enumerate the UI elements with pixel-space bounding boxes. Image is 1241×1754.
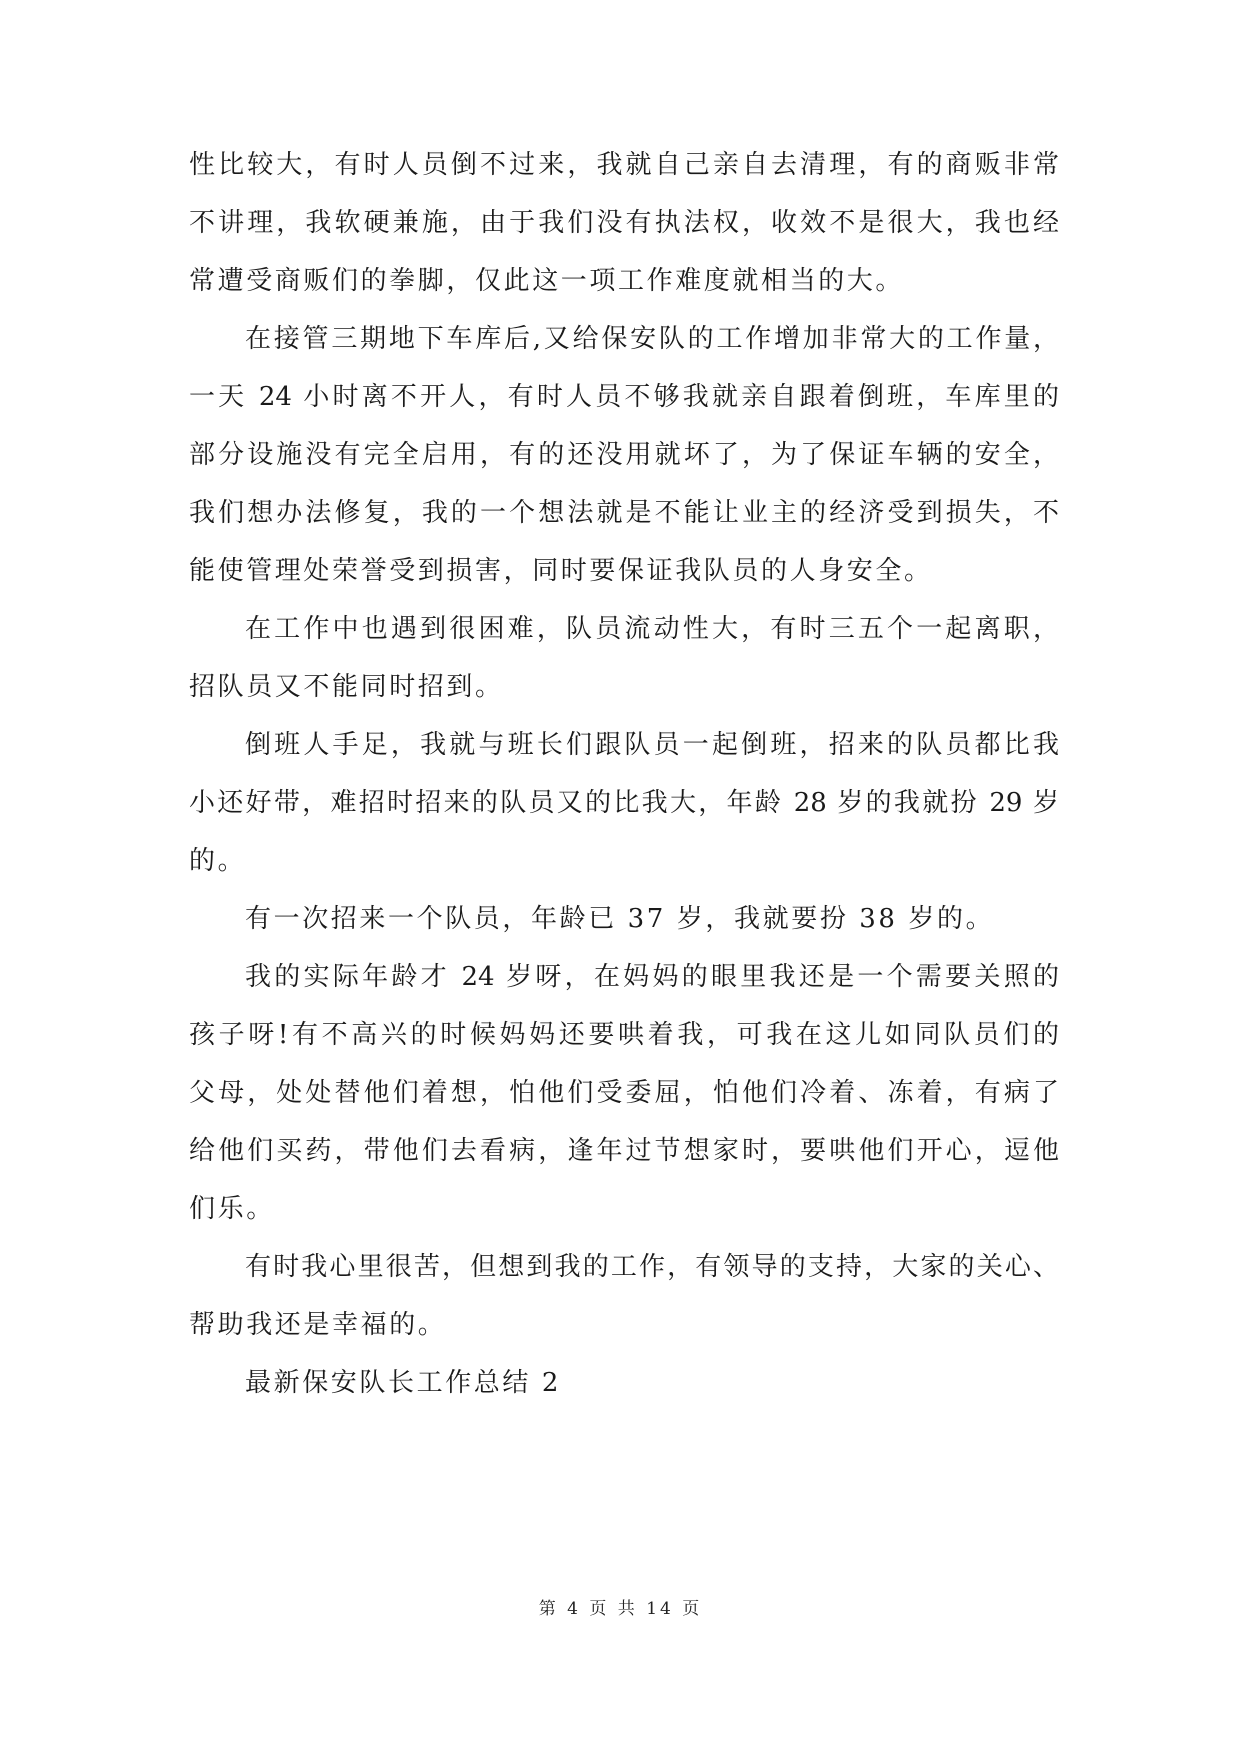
body-text-line: 们乐。 <box>189 1194 275 1224</box>
body-text-line: 常遭受商贩们的拳脚，仅此这一项工作难度就相当的大。 <box>189 266 905 296</box>
paragraph-first-line: 倒班人手足，我就与班长们跟队员一起倒班，招来的队员都比我 <box>245 730 1059 760</box>
page-number-footer: 第 4 页 共 14 页 <box>538 1599 703 1619</box>
body-text-line: 给他们买药，带他们去看病，逢年过节想家时，要哄他们开心，逗他 <box>189 1136 1059 1166</box>
body-text-line: 招队员又不能同时招到。 <box>189 672 504 702</box>
body-text-line: 我们想办法修复，我的一个想法就是不能让业主的经济受到损失，不 <box>189 498 1059 528</box>
body-text-line: 性比较大，有时人员倒不过来，我就自己亲自去清理，有的商贩非常 <box>189 150 1059 180</box>
body-text-line: 帮助我还是幸福的。 <box>189 1310 447 1340</box>
body-text-line: 父母，处处替他们着想，怕他们受委屈，怕他们冷着、冻着，有病了 <box>189 1078 1059 1108</box>
body-text-line: 能使管理处荣誉受到损害，同时要保证我队员的人身安全。 <box>189 556 933 586</box>
paragraph-first-line: 在工作中也遇到很困难，队员流动性大，有时三五个一起离职， <box>245 614 1059 644</box>
paragraph-first-line: 有时我心里很苦，但想到我的工作，有领导的支持，大家的关心、 <box>245 1252 1059 1282</box>
section-heading: 最新保安队长工作总结 2 <box>245 1368 562 1398</box>
body-text-line: 不讲理，我软硬兼施，由于我们没有执法权，收效不是很大，我也经 <box>189 208 1059 238</box>
body-text-line: 的。 <box>189 846 247 876</box>
body-text-line: 部分设施没有完全启用，有的还没用就坏了，为了保证车辆的安全， <box>189 440 1059 470</box>
body-text-line: 一天 24 小时离不开人，有时人员不够我就亲自跟着倒班，车库里的 <box>189 382 1059 412</box>
body-text-line: 孩子呀!有不高兴的时候妈妈还要哄着我，可我在这儿如同队员们的 <box>189 1020 1059 1050</box>
body-text-line: 小还好带，难招时招来的队员又的比我大，年龄 28 岁的我就扮 29 岁 <box>189 788 1059 818</box>
paragraph-first-line: 有一次招来一个队员，年龄已 37 岁，我就要扮 38 岁的。 <box>245 904 995 934</box>
paragraph-first-line: 在接管三期地下车库后,又给保安队的工作增加非常大的工作量， <box>245 324 1059 354</box>
paragraph-first-line: 我的实际年龄才 24 岁呀，在妈妈的眼里我还是一个需要关照的 <box>245 962 1059 992</box>
